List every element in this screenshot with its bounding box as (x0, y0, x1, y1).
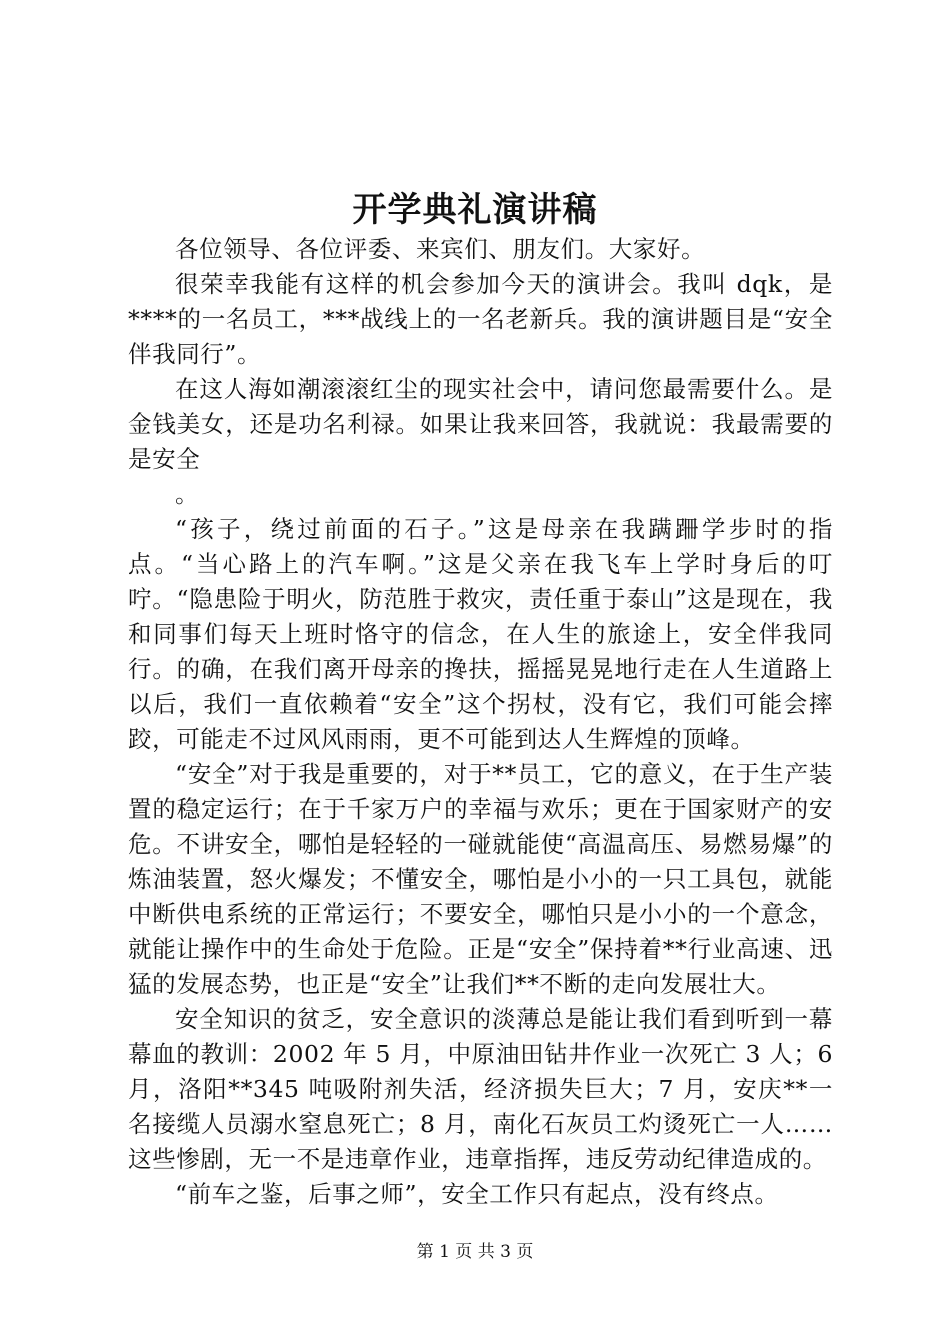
paragraph-introduction: 很荣幸我能有这样的机会参加今天的演讲会。我叫 dqk，是****的一名员工，***战线上的一名老新兵。我的演讲题目是“安全伴我同行”。 (128, 270, 833, 368)
page-number-footer: 第 1 页 共 3 页 (416, 1242, 534, 1262)
paragraph-childhood: “孩子，绕过前面的石子。”这是母亲在我蹒跚学步时的指点。“当心路上的汽车啊。”这是父亲在我飞车上学时身后的叮咛。“隐患险于明火，防范胜于救灾，责任重于泰山”这是现在，我和同事们每天上班时恪守的信念，在人生的旅途上，安全伴我同行。的确，在我们离开母亲的搀扶，摇摇晃晃地行走在人生道路上以后，我们一直依赖着“安全”这个拐杖，没有它，我们可能会摔跤，可能走不过风风雨雨，更不可能到达人生辉煌的顶峰。 (128, 515, 833, 753)
paragraph-question: 在这人海如潮滚滚红尘的现实社会中，请问您最需要什么。是金钱美女，还是功名利禄。如果让我来回答，我就说：我最需要的是安全 (128, 375, 833, 473)
document-title: 开学典礼演讲稿 (352, 190, 598, 230)
paragraph-lessons: 安全知识的贫乏，安全意识的淡薄总是能让我们看到听到一幕幕血的教训：2002 年 5 月，中原油田钻井作业一次死亡 3 人；6 月，洛阳**345 吨吸附剂失活，经济损失巨大；7 月，安庆**一名接缆人员溺水窒息死亡；8 月，南化石灰员工灼烫死亡一人……这些惨剧，无一不是违章作业，违章指挥，违反劳动纪律造成的。 (128, 1005, 833, 1173)
paragraph-conclusion: “前车之鉴，后事之师”，安全工作只有起点，没有终点。 (175, 1180, 779, 1208)
document-body (128, 232, 833, 1212)
paragraph-importance: “安全”对于我是重要的，对于**员工，它的意义，在于生产装置的稳定运行；在于千家万户的幸福与欢乐；更在于国家财产的安危。不讲安全，哪怕是轻轻的一碰就能使“高温高压、易燃易爆”的炼油装置，怒火爆发；不懂安全，哪怕是小小的一只工具包，就能中断供电系统的正常运行；不要安全，哪怕只是小小的一个意念，就能让操作中的生命处于危险。正是“安全”保持着**行业高速、迅猛的发展态势，也正是“安全”让我们**不断的走向发展壮大。 (128, 760, 833, 998)
paragraph-greeting: 各位领导、各位评委、来宾们、朋友们。大家好。 (175, 235, 706, 263)
paragraph-period: 。 (175, 480, 200, 508)
